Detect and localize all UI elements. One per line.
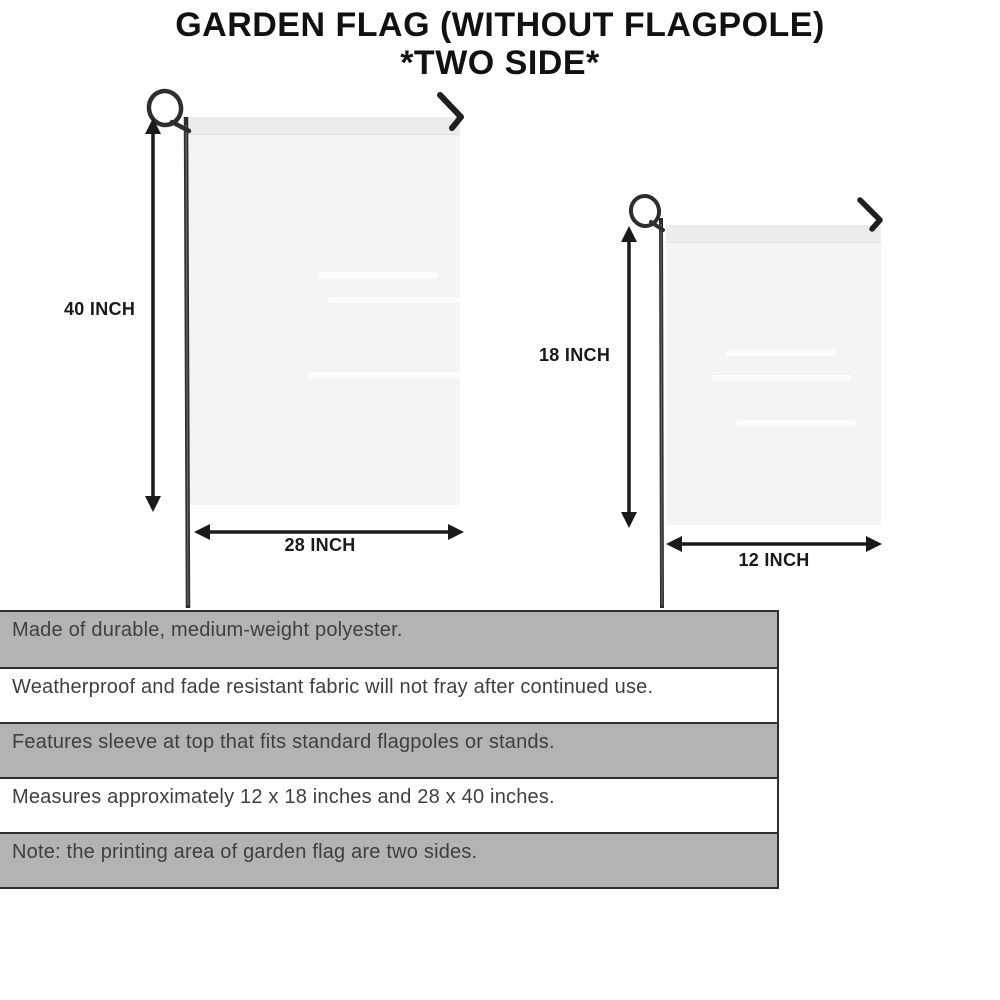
spec-row-material: Made of durable, medium-weight polyester. xyxy=(0,612,777,667)
spec-row-measures: Measures approximately 12 x 18 inches and 28 x 40 inches. xyxy=(0,777,777,832)
title-line-1: GARDEN FLAG (WITHOUT FLAGPOLE) xyxy=(175,6,825,44)
spec-row-note: Note: the printing area of garden flag are two sides. xyxy=(0,832,777,887)
spec-table xyxy=(0,610,779,889)
large-flag-height-label: 40 INCH xyxy=(64,299,136,319)
large-flag-hook-icon xyxy=(440,95,461,128)
small-flag-hook-icon xyxy=(860,200,880,229)
title-line-2: *TWO SIDE* xyxy=(400,44,600,83)
large-flag-height-arrow xyxy=(140,118,166,512)
large-flag-width-label: 28 INCH xyxy=(284,535,356,555)
small-flagpole-loop-icon xyxy=(628,193,662,228)
small-flag-width-label: 12 INCH xyxy=(738,550,810,570)
small-flag-height-label: 18 INCH xyxy=(539,345,611,365)
spec-row-weatherproof: Weatherproof and fade resistant fabric will not fray after continued use. xyxy=(0,667,777,722)
spec-row-sleeve: Features sleeve at top that fits standard flagpoles or stands. xyxy=(0,722,777,777)
small-flag-height-arrow xyxy=(616,226,642,528)
page-title xyxy=(0,6,1000,82)
